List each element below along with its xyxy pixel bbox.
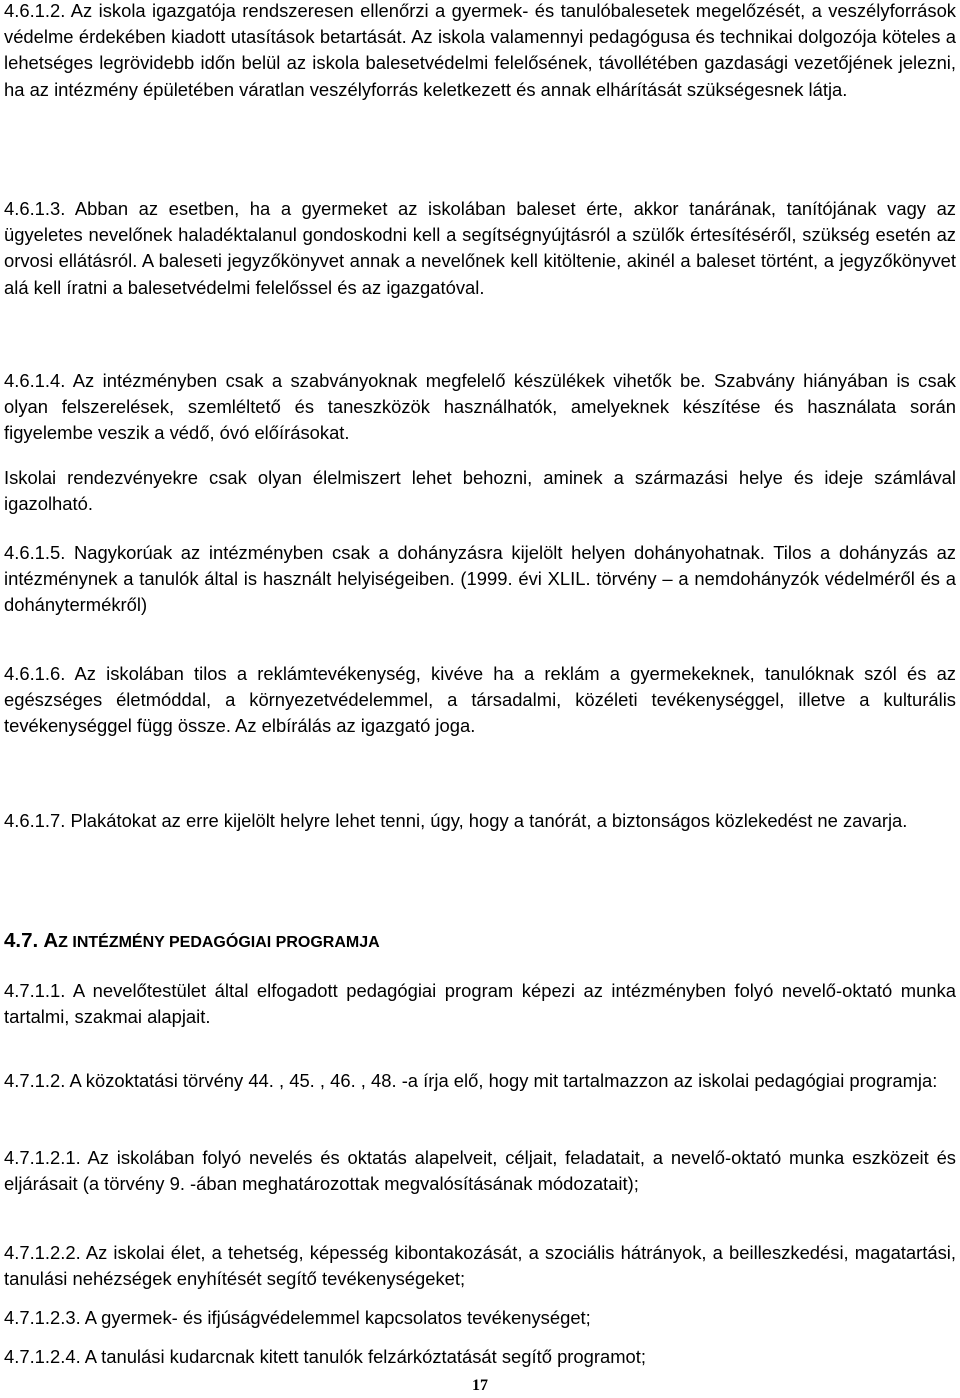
paragraph-4-7-1-2: 4.7.1.2. A közoktatási törvény 44. , 45. , 46. , 48. -a írja elő, hogy mit tartalmazzon az iskolai pedagógiai programja: bbox=[4, 1070, 938, 1091]
paragraph-4-6-1-6: 4.6.1.6. Az iskolában tilos a reklámtevékenység, kivéve ha a reklám a gyermekeknek, tanulóknak szól és az egészséges életmóddal, a környezetvédelemmel, a társadalmi, közéleti tevékenységgel, illetve a kulturális tevékenységgel függ össze. Az elbírálás az igazgató joga. bbox=[4, 663, 956, 737]
paragraph-4-7-1-2-2: 4.7.1.2.2. Az iskolai élet, a tehetség, képesség kibontakozását, a szociális hátrányok, a beilleszkedési, magatartási, tanulási nehézségek enyhítését segítő tevékenységeket; bbox=[4, 1242, 956, 1290]
paragraph-4-6-1-7: 4.6.1.7. Plakátokat az erre kijelölt helyre lehet tenni, úgy, hogy a tanórát, a biztonságos közlekedést ne zavarja. bbox=[4, 810, 908, 831]
section-title-initial: A bbox=[43, 929, 59, 952]
page-number: 17 bbox=[472, 1377, 488, 1394]
paragraph-4-6-1-2: 4.6.1.2. Az iskola igazgatója rendszeresen ellenőrzi a gyermek- és tanulóbalesetek megelőzését, a veszélyforrások védelme érdekében kiadott utasítások betartását. Az iskola valamennyi pedagógusa és technikai dolgozója köteles a lehetséges legrövidebb időn belül az iskola balesetvédelmi felelősének, távollétében gazdasági vezetőjének jelezni, ha az intézmény épületében váratlan veszélyforrás keletkezett és annak elhárítását szükségesnek látja. bbox=[4, 0, 956, 100]
section-title: Z INTÉZMÉNY PEDAGÓGIAI PROGRAMJA bbox=[58, 934, 380, 951]
paragraph-4-6-1-3: 4.6.1.3. Abban az esetben, ha a gyermeket az iskolában baleset érte, akkor tanárának, tanítójának vagy az ügyeletes nevelőnek haladéktalanul gondoskodni kell a segítségnyújtásról a szülők értesítéséről, szükség esetén az orvosi ellátásról. A baleseti jegyzőkönyvet annak a nevelőnek kell kitöltenie, akinél a baleset történt, a jegyzőkönyvet alá kell íratni a balesetvédelmi felelőssel és az igazgatóval. bbox=[4, 198, 956, 298]
paragraph-4-7-1-2-4: 4.7.1.2.4. A tanulási kudarcnak kitett tanulók felzárkóztatását segítő programot; bbox=[4, 1346, 647, 1367]
paragraph-4-7-1-2-1: 4.7.1.2.1. Az iskolában folyó nevelés és oktatás alapelveit, céljait, feladatait, a nevelő-oktató munka eszközeit és eljárásait (a törvény 9. -ában meghatározottak megvalósításának módozatait); bbox=[4, 1147, 956, 1195]
paragraph-4-6-1-5: 4.6.1.5. Nagykorúak az intézményben csak a dohányzásra kijelölt helyen dohányohatnak. Tilos a dohányzás az intézménynek a tanulók által is használt helyiségeiben. (1999. évi XLIL. törvény – a nemdohányzók védelméről és a dohánytermékről) bbox=[4, 542, 956, 616]
paragraph-4-7-1-2-3: 4.7.1.2.3. A gyermek- és ifjúságvédelemmel kapcsolatos tevékenységet; bbox=[4, 1307, 591, 1328]
section-number: 4.7. bbox=[4, 929, 39, 952]
section-heading bbox=[4, 928, 380, 956]
paragraph-4-6-1-4: 4.6.1.4. Az intézményben csak a szabványoknak megfelelő készülékek vihetők be. Szabvány hiányában is csak olyan felszerelések, szemléltető és taneszközök használhatók, amelyeknek készítése és használata során figyelembe veszik a védő, óvó előírásokat. bbox=[4, 370, 956, 444]
paragraph-iskolai-rendezvenyek: Iskolai rendezvényekre csak olyan élelmiszert lehet behozni, aminek a származási helye és ideje számlával igazolható. bbox=[4, 467, 956, 515]
paragraph-4-7-1-1: 4.7.1.1. A nevelőtestület által elfogadott pedagógiai program képezi az intézményben folyó nevelő-oktató munka tartalmi, szakmai alapjait. bbox=[4, 980, 956, 1028]
